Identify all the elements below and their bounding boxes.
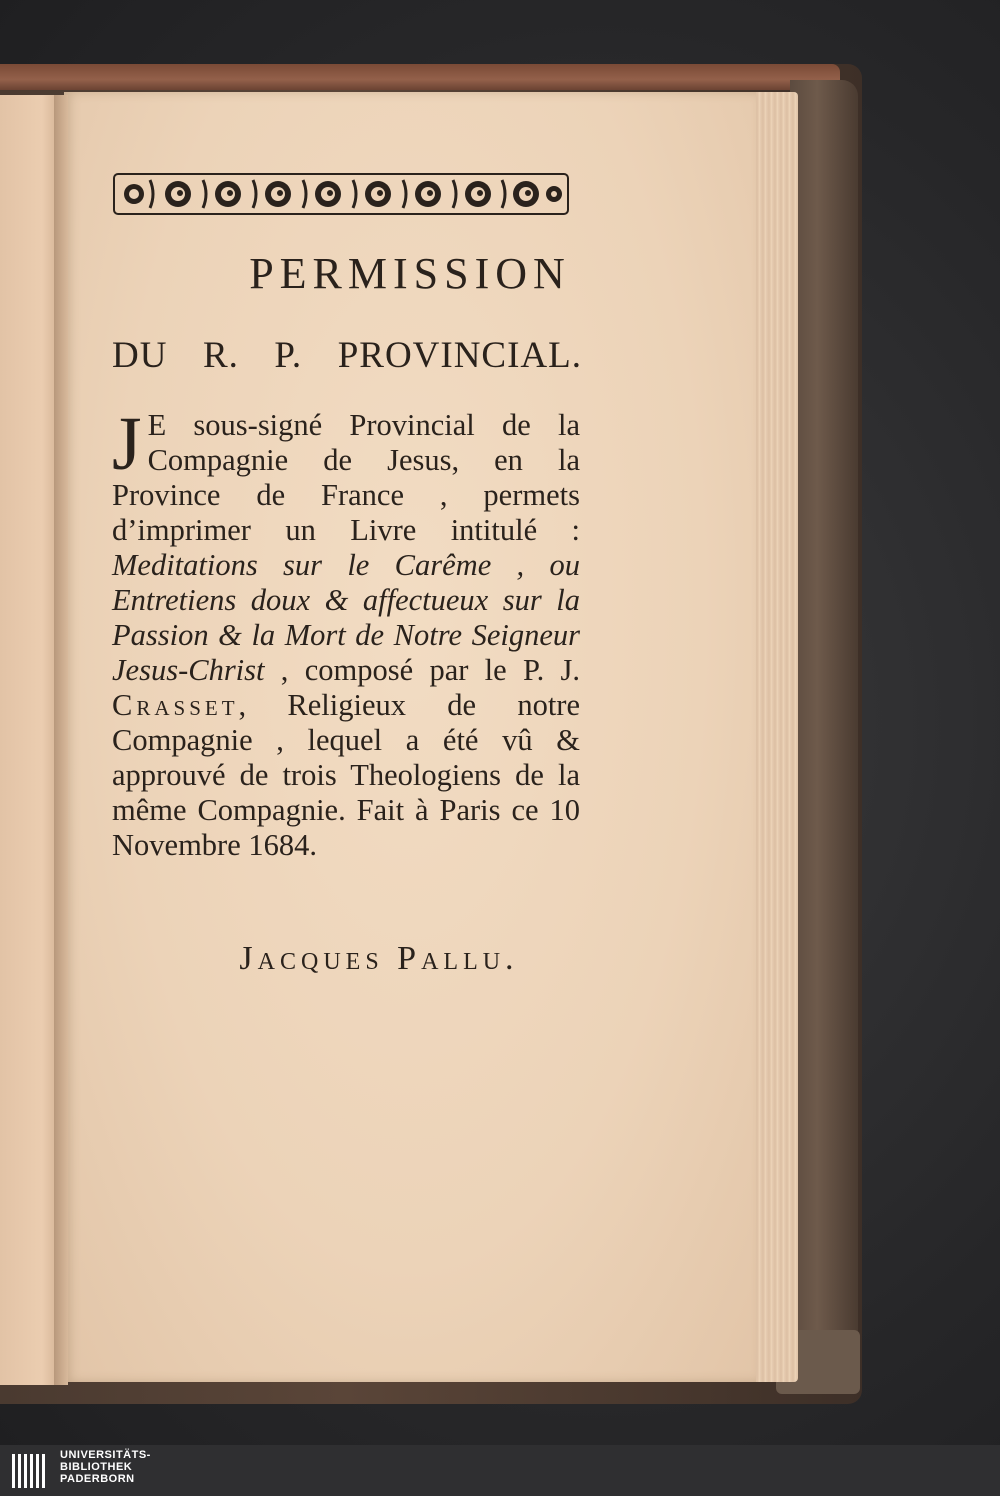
left-page — [0, 95, 60, 1385]
library-name — [60, 1449, 260, 1485]
author-name: Crasset — [112, 688, 239, 722]
text-segment: E sous-signé Provincial de la Compagnie de Jesus, en la Province de France , permets d’imprimer un Livre intitulé : — [112, 408, 580, 547]
signature: Jacques Pallu. — [239, 940, 519, 977]
page-title: PERMISSION — [249, 249, 571, 298]
book-title-text: Meditations sur le Carême , ou Entretiens doux & affectueux sur la Passion & la Mort de Notre Seigneur Jesus-Christ — [112, 548, 580, 687]
library-name-line: UNIVERSITÄTS- — [60, 1449, 151, 1461]
university-library-logo-icon — [10, 1450, 52, 1492]
ornament-band-icon — [110, 166, 572, 222]
page-subtitle: DU R. P. PROVINCIAL. — [112, 335, 582, 376]
drop-cap: J — [112, 402, 142, 486]
text-segment: , Religieux de notre Compagnie , lequel a été vû & approuvé de trois Theologiens de la même Compagnie. Fait à Paris ce 10 Novembre 1684. — [112, 688, 580, 862]
cover-fore-edge — [790, 80, 858, 1390]
library-name-line: PADERBORN — [60, 1473, 135, 1485]
permission-text — [112, 402, 580, 863]
cover-top-edge — [0, 64, 840, 90]
library-name-line: BIBLIOTHEK — [60, 1461, 133, 1473]
text-segment: , composé par le P. J. — [264, 653, 580, 687]
